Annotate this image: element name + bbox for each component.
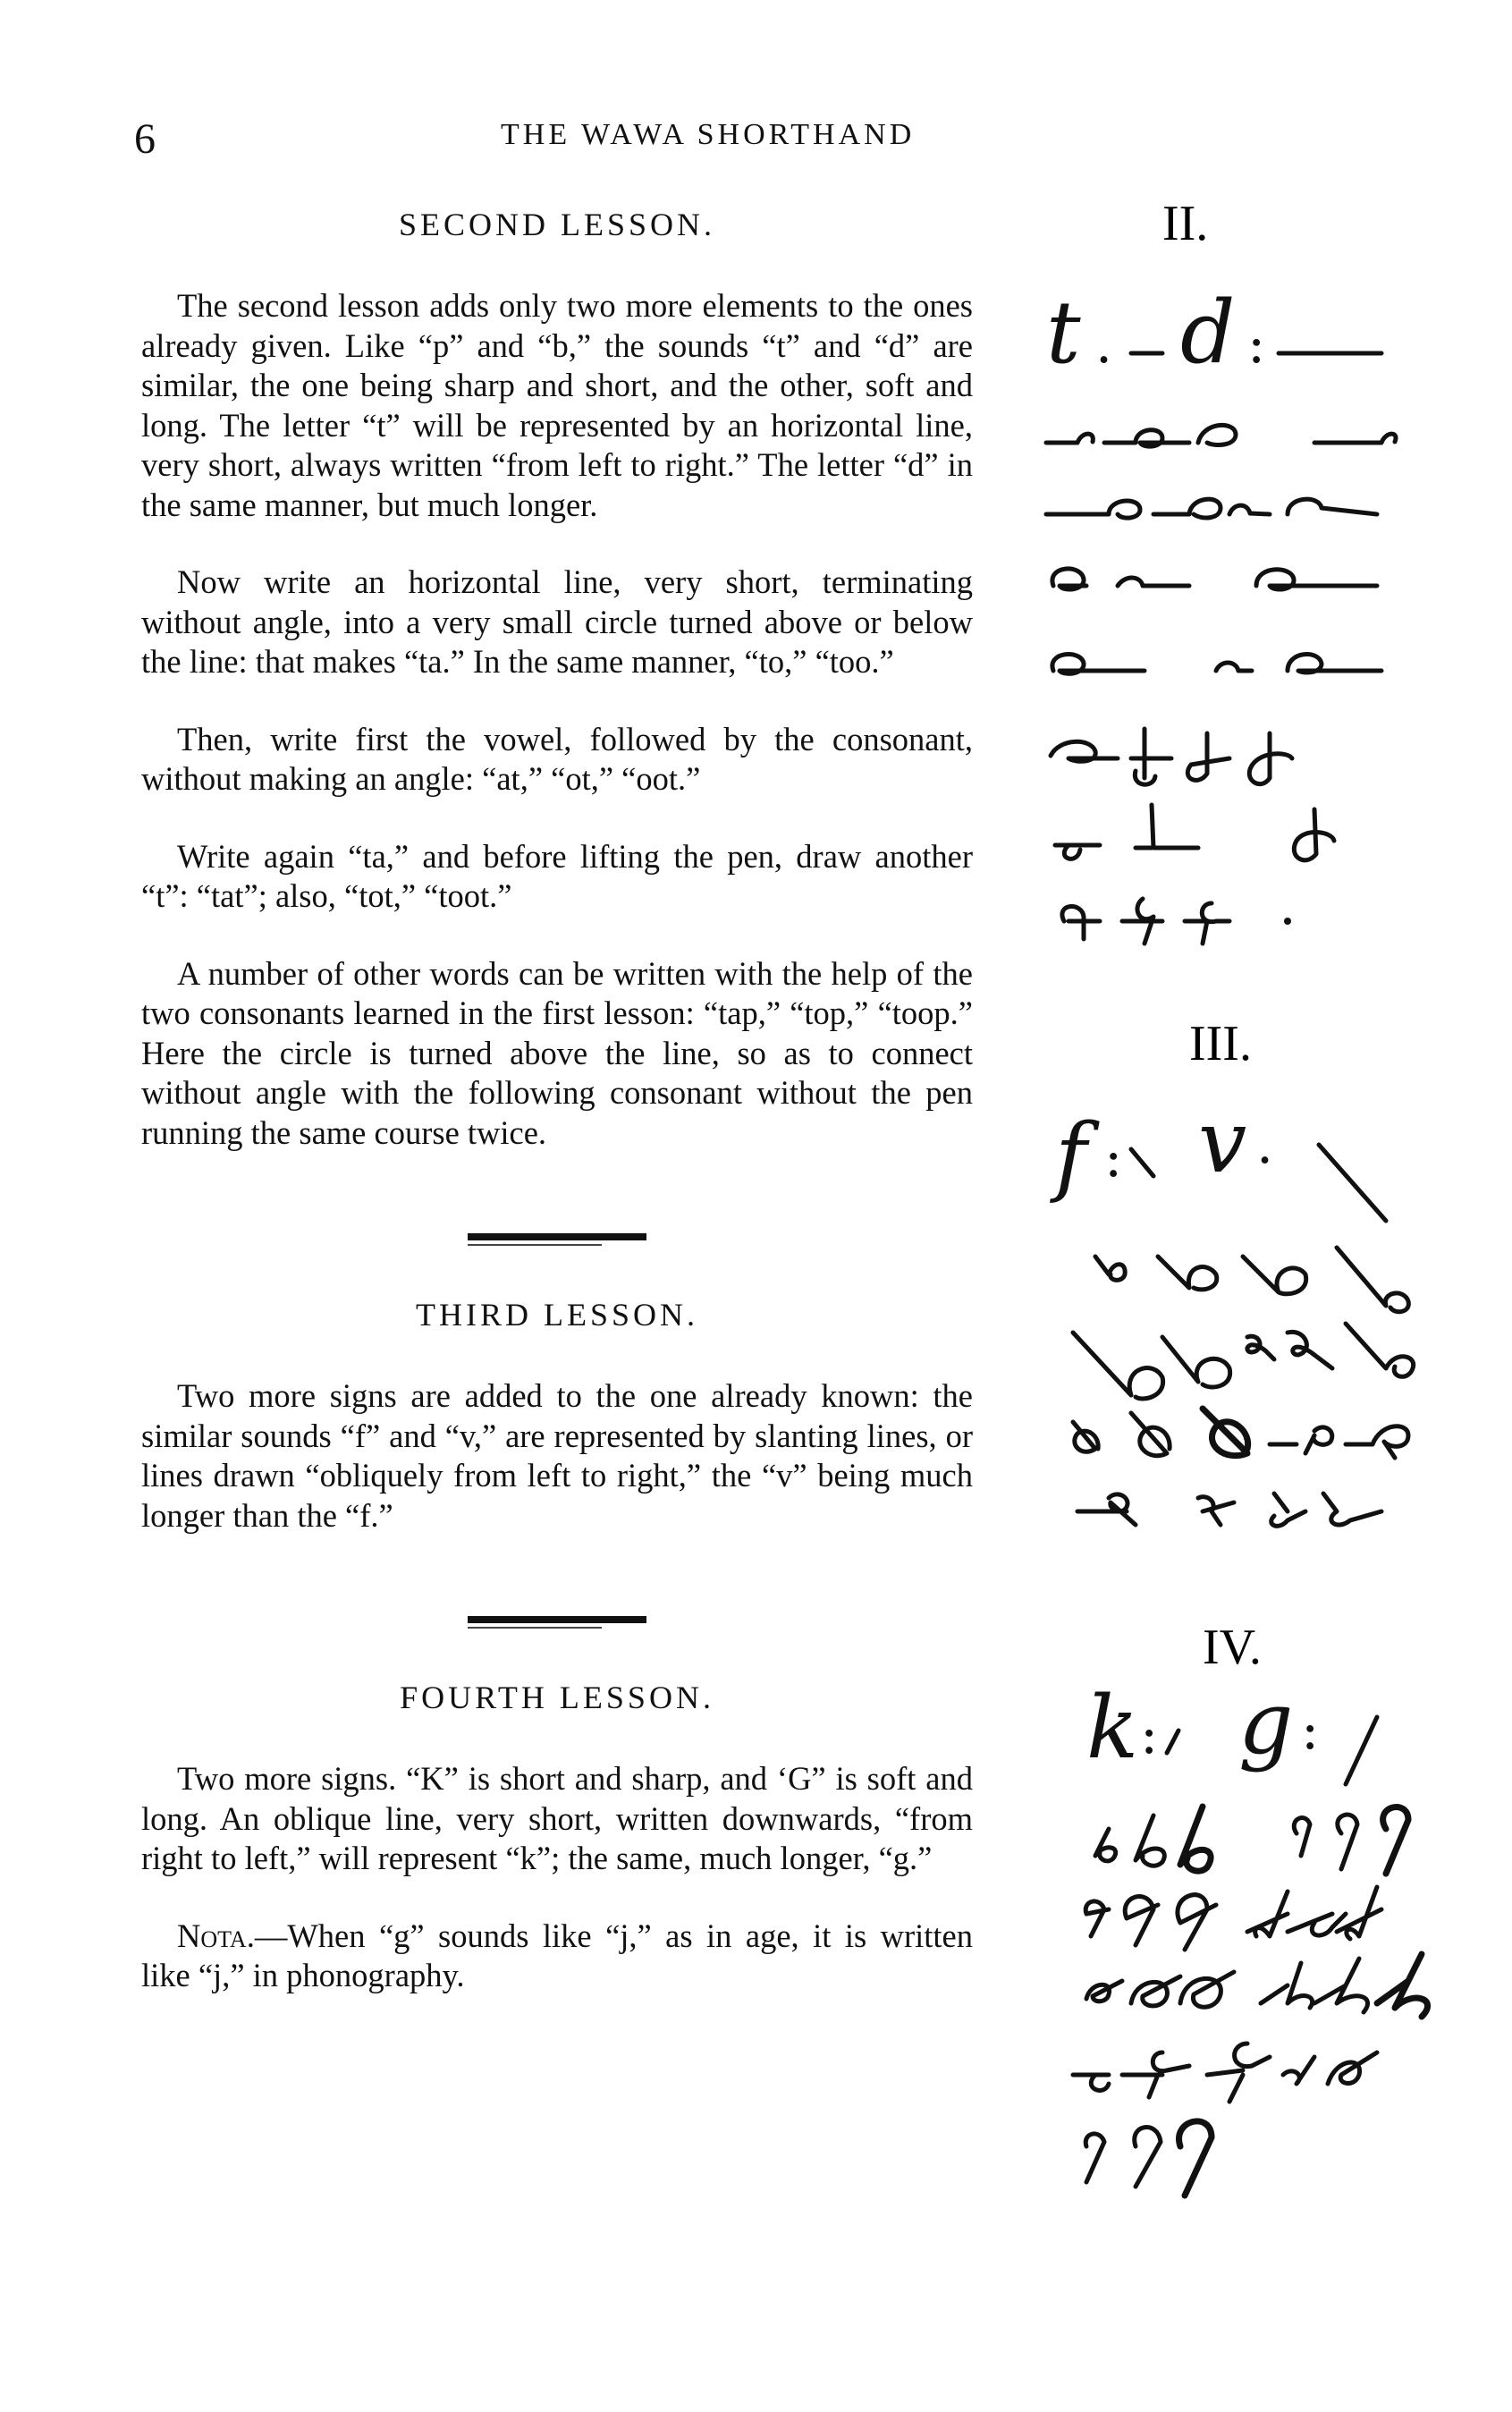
plate-3-numeral: III. bbox=[1189, 1016, 1252, 1071]
plate-4-g-stroke bbox=[1346, 1717, 1377, 1784]
plate-2-row-6 bbox=[1055, 805, 1334, 860]
plate-4-row-2 bbox=[1085, 1887, 1381, 1950]
plate-3-f-stroke bbox=[1131, 1149, 1153, 1176]
plate-4-key-g: g bbox=[1238, 1673, 1294, 1773]
plate-3-row-4 bbox=[1077, 1494, 1381, 1526]
plate-4-key-k: k bbox=[1086, 1678, 1139, 1778]
third-lesson-title: THIRD LESSON. bbox=[415, 1297, 698, 1333]
plate-2-row-4 bbox=[1052, 655, 1381, 674]
plate-4-k-stroke bbox=[1167, 1731, 1178, 1753]
plate-2-row-1 bbox=[1046, 425, 1396, 446]
plate-2-key-colon: . bbox=[1095, 313, 1113, 376]
nota-label: Nota. bbox=[177, 1917, 255, 1954]
plate-2-row-2 bbox=[1046, 499, 1377, 518]
plate-4-key-colon: : bbox=[1301, 1699, 1320, 1762]
second-lesson-paragraph-1: The second lesson adds only two more elements to the ones already given. Like “p” and “b,” the sounds “t” and “d” are similar, the one being sharp and short, and the other, soft and long. The letter “t” will be represented by an horizontal line, very short, always written “from left to right.” The letter “d” in the same manner, but much longer. bbox=[141, 287, 973, 523]
fourth-lesson-title: FOURTH LESSON. bbox=[400, 1680, 714, 1715]
plate-3-v-stroke bbox=[1319, 1145, 1386, 1221]
second-lesson-title: SECOND LESSON. bbox=[398, 207, 716, 242]
plate-3 bbox=[1050, 1016, 1414, 1526]
plate-2-row-7 bbox=[1062, 899, 1291, 944]
plate-2-numeral: II. bbox=[1162, 196, 1209, 251]
plate-4-numeral: IV. bbox=[1203, 1620, 1262, 1675]
plate-2-row-5 bbox=[1051, 729, 1292, 784]
plate-4-row-4 bbox=[1073, 2044, 1377, 2102]
plate-3-key-colon: . bbox=[1256, 1113, 1274, 1176]
plate-2 bbox=[1046, 196, 1396, 944]
plate-3-key-colon: : bbox=[1104, 1127, 1123, 1189]
second-lesson-paragraph-2: Now write an horizontal line, very short, terminating without angle, into a very small circle turned above or below the line: that makes “ta.” In the same manner, “to,” “too.” bbox=[141, 563, 973, 680]
plate-2-key-d: d bbox=[1180, 283, 1236, 383]
running-head: THE WAWA SHORTHAND bbox=[501, 118, 916, 151]
second-lesson-paragraph-4: Write again “ta,” and before lifting the pen, draw another “t”: “tat”; also, “tot,” “toot.” bbox=[141, 837, 973, 914]
second-lesson-paragraph-5: A number of other words can be written with the help of the two consonants learned in the first lesson: “tap,” “top,” “toop.” Here the circle is turned above the line, so as to connect without angle with the following consonant without the pen running the same course twice. bbox=[141, 954, 973, 1151]
plate-4 bbox=[1073, 1620, 1428, 2196]
plate-3-row-1 bbox=[1095, 1248, 1408, 1312]
second-lesson-paragraph-3: Then, write first the vowel, followed by the consonant, without making an angle: “at,” “ot,” “oot.” bbox=[141, 720, 973, 797]
plate-4-key-colon: : bbox=[1140, 1704, 1159, 1766]
plate-2-row-3 bbox=[1052, 569, 1377, 589]
plate-2-key-t: t bbox=[1046, 283, 1081, 383]
plate-4-row-3 bbox=[1086, 1954, 1428, 2017]
nota-text: —When “g” sounds like “j,” as in age, it is written like “j,” in phonography. bbox=[141, 1917, 973, 1993]
plate-3-row-2 bbox=[1073, 1324, 1414, 1399]
plate-4-row-1 bbox=[1095, 1807, 1408, 1874]
plate-3-key-v: v bbox=[1198, 1092, 1247, 1192]
page-number: 6 bbox=[134, 115, 156, 163]
plate-3-key-f: f bbox=[1055, 1105, 1087, 1206]
plate-2-key-colon: : bbox=[1247, 313, 1266, 376]
third-lesson-paragraph-1: Two more signs are added to the one already known: the similar sounds “f” and “v,” are represented by slanting lines, or lines drawn “obliquely from left to right,” the “v” being much longer than the “f.” bbox=[141, 1377, 973, 1534]
fourth-lesson-paragraph-1: Two more signs. “K” is short and sharp, and ‘G” is soft and long. An oblique line, very short, written downwards, “from right to left,” will represent “k”; the same, much longer, “g.” bbox=[141, 1760, 973, 1876]
plate-4-row-5 bbox=[1085, 2121, 1212, 2196]
plate-3-row-3 bbox=[1073, 1409, 1408, 1458]
